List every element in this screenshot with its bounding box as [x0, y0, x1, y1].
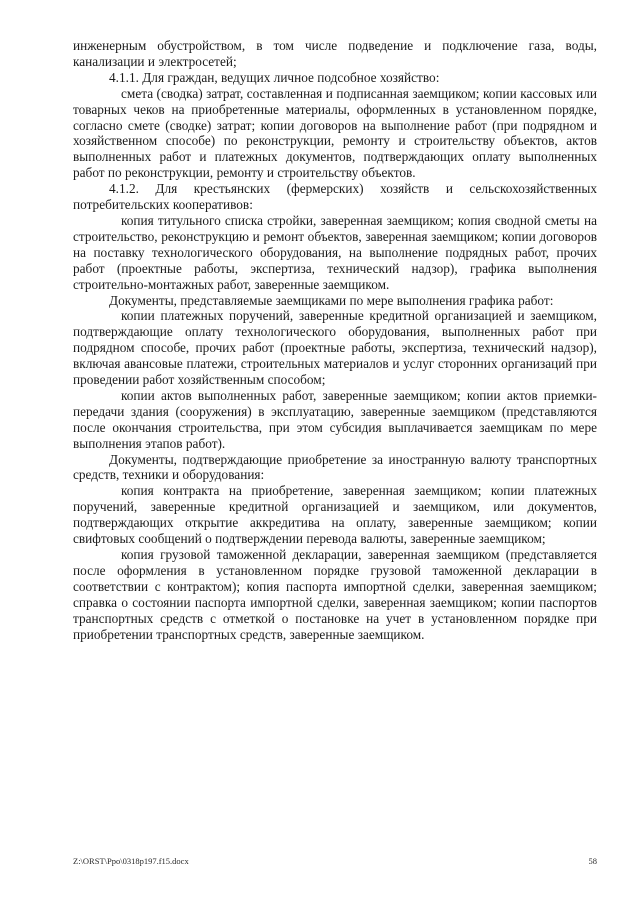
paragraph-8: копии актов выполненных работ, заверенные заемщиком; копии актов приемки-передачи здания (сооружения) в эксплуатацию, заверенные заемщиком (представляются после окончания строительства, при этом субсидия выплачивается заемщикам по мере выполнения этапов работ).: [73, 387, 597, 451]
paragraph-9: Документы, подтверждающие приобретение за иностранную валюту транспортных средств, техники и оборудования:: [73, 451, 597, 483]
paragraph-7: копии платежных поручений, заверенные кредитной организацией и заемщиком, подтверждающие оплату технологического оборудования, выполненных работ при подрядном способе, прочих работ (проектные работы, экспертиза, технический надзор), включая авансовые платежи, строительных материалов и услуг сторонних организаций при проведении работ хозяйственным способом;: [73, 308, 597, 388]
footer-file-path: Z:\ORST\Ppo\0318p197.f15.docx: [73, 856, 189, 866]
paragraph-6: Документы, представляемые заемщиками по мере выполнения графика работ:: [109, 292, 554, 308]
paragraph-3: смета (сводка) затрат, составленная и подписанная заемщиком; копии кассовых или товарных чеков на приобретенные материалы, оформленных в установленном порядке, согласно смете (сводке) затрат; копии договоров на выполнение работ (при подрядном и хозяйственном способе) по реконструкции, ремонту и строительству объектов, актов выполненных работ и платежных документов, подтверждающих оплату выполненных работ по реконструкции, ремонту и строительству объектов.: [73, 85, 597, 181]
paragraph-4-heading-4-1-2: 4.1.2. Для крестьянских (фермерских) хозяйств и сельскохозяйственных потребительских кооперативов:: [73, 181, 597, 213]
paragraph-10: копия контракта на приобретение, заверенная заемщиком; копии платежных поручений, заверенные кредитной организацией и заемщиком, или документов, подтверждающих открытие аккредитива на оплату, заверенные заемщиком; копии свифтовых сообщений о подтверждении перевода валюты, заверенные заемщиком;: [73, 483, 597, 547]
paragraph-5: копия титульного списка стройки, заверенная заемщиком; копия сводной сметы на строительство, реконструкцию и ремонт объектов, заверенная заемщиком; копии договоров на поставку технологического оборудования, на выполнение подрядных работ, прочих работ (проектные работы, экспертиза, технический надзор), графика выполнения строительно-монтажных работ, заверенные заемщиком.: [73, 212, 597, 292]
page-number: 58: [588, 856, 597, 866]
paragraph-2-heading-4-1-1: 4.1.1. Для граждан, ведущих личное подсобное хозяйство:: [109, 69, 440, 85]
paragraph-11: копия грузовой таможенной декларации, заверенная заемщиком (представляется после оформления в установленном порядке грузовой таможенной декларации в соответствии с контрактом); копия паспорта импортной сделки, заверенная заемщиком; справка о состоянии паспорта импортной сделки, заверенная заемщиком; копии паспортов транспортных средств с отметкой о постановке на учет в установленном порядке при приобретении транспортных средств, заверенные заемщиком.: [73, 547, 597, 642]
document-body: [73, 38, 597, 642]
paragraph-1: инженерным обустройством, в том числе подведение и подключение газа, воды, канализации и электросетей;: [73, 38, 597, 69]
